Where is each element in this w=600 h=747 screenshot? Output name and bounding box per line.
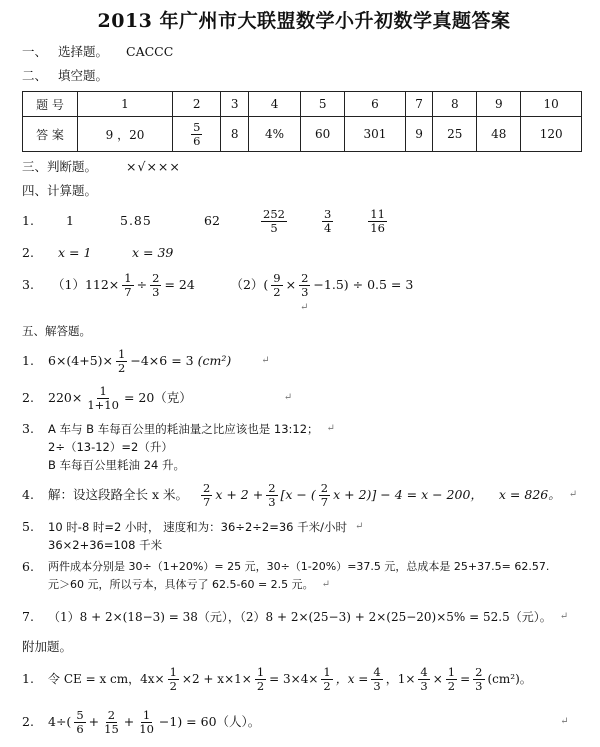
fraction: $\frac{2}{3}$ (268, 480, 276, 509)
fraction: $\frac{1}{2}$ (169, 664, 177, 693)
table-cell: 5 (301, 92, 345, 117)
paragraph-mark: ↵ (300, 302, 309, 313)
fraction: $\frac{1}{7}$ (124, 270, 132, 299)
fraction: $\frac{2}{7}$ (203, 480, 211, 509)
solve-q3-line3: B 车每百公里耗油 24 升。 (48, 458, 185, 472)
solve-q1: 1. 6×(4+5)× $\frac{1}{2}$ −4×6 = 3 (cm²) ↵ (22, 346, 270, 375)
extra-q1: 1. 令 CE = x cm，4x× $\frac{1}{2}$ ×2 + x×1× $\frac{1}{2}$ = 3×4× $\frac{1}{2}$ ，x = $\frac{4}{3}$ ，1× $\frac{4}{3}$ × $\frac{1}{2}$ = $\frac{2}{3}$ (cm²)。 (22, 664, 532, 693)
fraction: $\frac{11}{16}$ (370, 206, 385, 235)
section-fill (22, 67, 586, 85)
section-extra (22, 638, 586, 656)
fraction: $\frac{2}{3}$ (301, 270, 309, 299)
section-judge (22, 158, 586, 176)
extra-q2: 2. 4÷( $\frac{5}{6}$ + $\frac{2}{15}$ + $\frac{1}{10}$ −1) = 60（人）。 ↵ (22, 707, 569, 736)
fraction: $\frac{1}{10}$ (139, 707, 154, 736)
section-name: 选择题。 (58, 44, 109, 59)
table-cell: 48 (477, 117, 521, 152)
fraction: $\frac{1}{2}$ (323, 664, 331, 693)
fraction: $\frac{1}{2}$ (256, 664, 265, 693)
table-cell: 1 (78, 92, 173, 117)
solve-q4: 4. 解：设这段路全长 x 米。 $\frac{2}{7}$ x + 2 + $\frac{2}{3}$ [x − ( $\frac{2}{7}$ x + 2)] − 4 = x − 200， x = 826。 ↵ (22, 480, 578, 509)
fraction: $\frac{1}{2}$ (447, 664, 456, 693)
section-label: 四、计算题。 (22, 183, 98, 198)
page-title: 2013 年广州市大联盟数学小升初数学真题答案 (97, 10, 511, 32)
section-solve (22, 322, 586, 340)
table-cell: 3 (221, 92, 248, 117)
fraction: $\frac{2}{3}$ (475, 664, 483, 693)
fraction: $\frac{3}{4}$ (323, 206, 332, 235)
table-cell: 2 (172, 92, 220, 117)
table-header: 答 案 (23, 117, 78, 152)
solve-q7: 7. （1）8 + 2×(18−3) = 38（元），（2）8 + 2×(25−3) + 2×(25−20)×5% = 52.5（元）。 ↵ (22, 609, 569, 624)
solve-q5: 5. 10 时-8 时=2 小时， 速度和为：36÷2÷2=36 千米/小时 ↵ (22, 519, 364, 534)
table-header: 题 号 (23, 92, 78, 117)
table-cell: 4% (248, 117, 300, 152)
fraction: $\frac{252}{5}$ (263, 206, 285, 235)
calc-q1: 1. 1 5.85 62 $\frac{252}{5}$ $\frac{3}{4}$ $\frac{11}{16}$ (22, 206, 385, 235)
table-cell (172, 117, 220, 152)
fraction: $\frac{2}{3}$ (152, 270, 160, 299)
section-calc (22, 182, 586, 200)
table-cell: 120 (521, 117, 582, 152)
table-cell: 8 (433, 92, 477, 117)
table-cell: 9 (477, 92, 521, 117)
fraction: $\frac{9}{2}$ (273, 270, 281, 299)
fraction: $\frac{2}{15}$ (104, 707, 119, 736)
calc-q2: 2. x = 1 x = 39 (22, 245, 174, 260)
table-cell: 4 (248, 92, 300, 117)
fraction: $\frac{5}{6}$ (76, 707, 84, 736)
fraction: $\frac{1}{1+10}$ (87, 383, 119, 412)
section-label: 附加题。 (22, 639, 73, 654)
fraction: $\frac{2}{7}$ (320, 480, 329, 509)
solve-q6: 6. 两件成本分别是 30÷（1+20%）= 25 元，30÷（1-20%）=37.5 元，总成本是 25+37.5= 62.57. (22, 559, 550, 574)
choice-answer: CACCC (126, 44, 174, 59)
fraction: $\frac{5}{6}$ (193, 119, 201, 148)
section-label: 五、解答题。 (22, 324, 91, 338)
table-row-numbers (23, 92, 582, 117)
table-cell: 7 (405, 92, 432, 117)
table-cell: 60 (301, 117, 345, 152)
section-label: 一、 (22, 44, 48, 59)
table-cell: 8 (221, 117, 248, 152)
table-cell: 9 ，20 (78, 117, 173, 152)
solve-q3-line2: 2÷（13-12）=2（升） (48, 440, 173, 454)
fill-answer-table (22, 91, 582, 152)
judge-answer: ×√××× (126, 159, 181, 174)
fraction: $\frac{1}{2}$ (118, 346, 126, 375)
section-name: 填空题。 (58, 68, 109, 83)
fraction: $\frac{4}{3}$ (420, 664, 428, 693)
solve-q5-line2: 36×2+36=108 千米 (48, 538, 163, 552)
fraction: $\frac{4}{3}$ (373, 664, 381, 693)
table-cell: 6 (345, 92, 406, 117)
section-label: 二、 (22, 68, 48, 83)
section-choice (22, 43, 586, 61)
table-cell: 10 (521, 92, 582, 117)
table-cell: 9 (405, 117, 432, 152)
table-row-answers (23, 117, 582, 152)
calc-q3: 3. （1） 112× $\frac{1}{7}$ ÷ $\frac{2}{3}$ = 24 （2） ( $\frac{9}{2}$ × $\frac{2}{3}$ −1.5) ÷ 0.5 = 3 (22, 270, 414, 299)
table-cell: 301 (345, 117, 406, 152)
section-label: 三、判断题。 (22, 159, 98, 174)
solve-q3: 3. A 车与 B 车每百公里的耗油量之比应该也是 13:12； ↵ (22, 421, 335, 436)
table-cell: 25 (433, 117, 477, 152)
solve-q6-line2: 元＞60 元，所以亏本，具体亏了 62.5-60 = 2.5 元。 ↵ (48, 578, 331, 591)
solve-q2: 2. 220× $\frac{1}{1+10}$ = 20（克） ↵ (22, 383, 293, 412)
